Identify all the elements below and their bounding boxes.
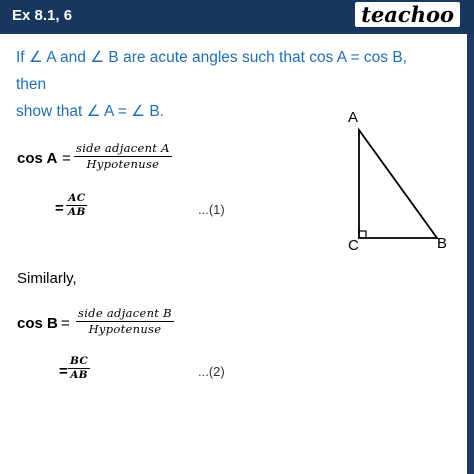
cos-b-label: cos B <box>17 315 58 332</box>
question-line-2: show that ∠ A = ∠ B. <box>16 103 164 120</box>
brand-logo: teachoo <box>355 2 460 27</box>
cos-b-fraction <box>76 306 174 336</box>
cos-a-denominator: Hypotenuse <box>86 157 160 171</box>
scrollbar[interactable] <box>467 34 474 474</box>
cos-a-equals-2: = <box>55 200 64 217</box>
vertex-a-label: A <box>348 109 359 126</box>
right-angle-marker <box>359 231 366 238</box>
exercise-label: Ex 8.1, 6 <box>12 7 73 24</box>
question-text <box>16 44 436 125</box>
vertex-b-label: B <box>437 235 448 252</box>
triangle-abc <box>359 130 437 238</box>
cos-b-ratio-denominator: AB <box>70 369 88 381</box>
similarly-text: Similarly, <box>17 270 77 287</box>
cos-b-numerator: side adjacent B <box>78 306 172 320</box>
cos-b-ratio <box>68 355 90 381</box>
cos-b-equals-2: = <box>59 363 68 380</box>
equation-ref-2: ...(2) <box>198 364 225 379</box>
equation-ref-1: ...(1) <box>198 202 225 217</box>
cos-a-numerator: side adjacent A <box>76 141 170 155</box>
cos-a-ratio-numerator: AC <box>68 192 86 204</box>
cos-b-equals: = <box>61 315 70 332</box>
cos-a-ratio <box>66 192 88 218</box>
cos-a-label: cos A <box>17 150 58 167</box>
cos-a-ratio-denominator: AB <box>68 206 86 218</box>
cos-a-fraction <box>74 141 172 171</box>
cos-b-ratio-numerator: BC <box>70 355 89 367</box>
cos-a-equals: = <box>62 150 71 167</box>
vertex-c-label: C <box>348 237 359 254</box>
cos-b-denominator: Hypotenuse <box>88 322 162 336</box>
question-line-1: If ∠ A and ∠ B are acute angles such that cos A = cos B, then <box>16 49 407 93</box>
